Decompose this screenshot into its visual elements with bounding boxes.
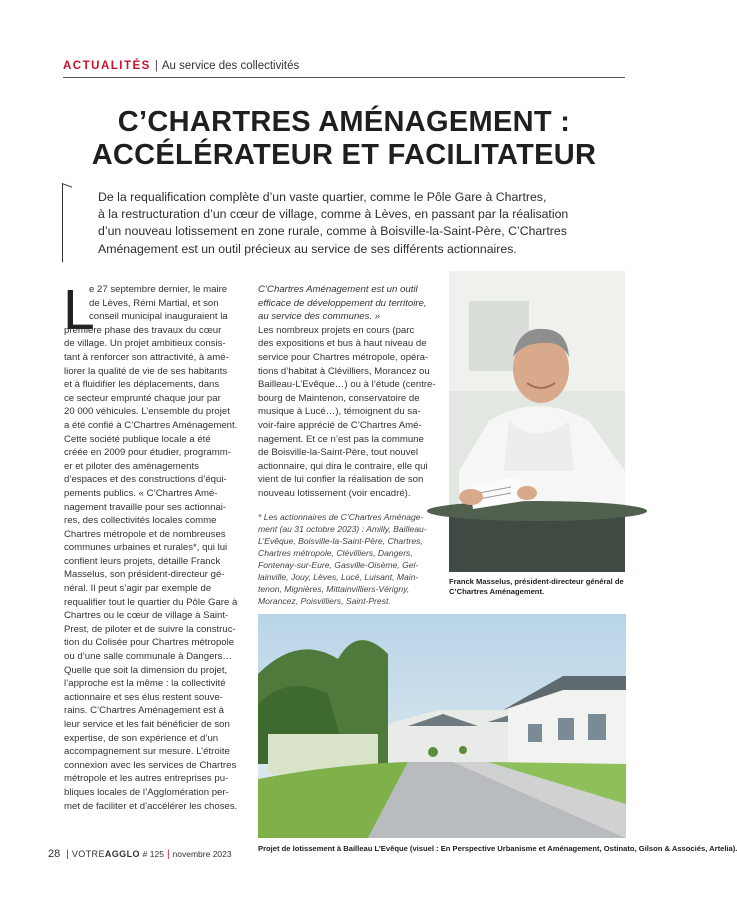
lead-line: Aménagement est un outil précieux au service de ses différents actionnaires. (98, 241, 517, 256)
footer-separator: | (66, 849, 69, 860)
body-line: tant à renforcer son attractivité, à amé- (64, 351, 229, 363)
body-line: métropole et les autres entreprises pu- (64, 773, 229, 785)
lead-line: à la restructuration d’un cœur de village, comme à Lèves, en passant par la réalisation (98, 207, 569, 222)
footnote-line: * Les actionnaires de C’Chartres Aménage- (258, 511, 424, 522)
section-category: ACTUALITÉS (63, 60, 151, 72)
footnote-line: Chartres métropole, Clévilliers, Dangers, (258, 547, 413, 558)
body-line: rains. C’Chartres Aménagement est à (64, 705, 224, 717)
body-line: tions d’habitat à Clévilliers, Morancez ou (258, 365, 430, 377)
body-line: créée en 2009 pour étudier, programm- (64, 447, 231, 459)
body-line: d’espaces et des constructions d’équi- (64, 474, 227, 486)
body-line: Quelle que soit la dimension du projet, (64, 664, 228, 676)
body-line: connexion avec les services de Chartres (64, 759, 237, 771)
body-line: au service des communes. » (258, 311, 381, 323)
body-line: tion du Colisée pour Chartres métropole (64, 637, 235, 649)
magazine-brand: AGGLO (104, 849, 140, 859)
lead-line: De la requalification complète d’un vaste quartier, comme le Pôle Gare à Chartres, (98, 190, 547, 204)
body-line: de Boisville-la-Saint-Père, tout nouvel (258, 447, 418, 459)
page-number: 28 (48, 848, 61, 860)
body-line: leur service et les fait bénéficier de son (64, 719, 230, 730)
project-caption: Projet de lotissement à Bailleau L’Evêque (visuel : En Perspective Urbanisme et Aménagement, Ostinato, Gilson & Associés, Artelia). (258, 844, 737, 853)
footnote (258, 511, 438, 607)
body-line: conseil municipal inauguraient la (89, 311, 228, 323)
magazine-prefix: VOTRE (71, 849, 105, 859)
body-line: actionnaire et ses élus restent souve- (64, 691, 223, 703)
body-line: service pour Chartres métropole, opéra- (258, 351, 429, 363)
body-line: Cette société publique locale a été (64, 433, 211, 445)
lead-line: d’un nouveau lotissement en zone rurale, comme à Boisville-la-Saint-Père, C’Chartres (98, 224, 567, 239)
body-line: bourg de Maintenon, conservatoire de (258, 392, 420, 404)
body-column-1 (63, 278, 244, 813)
body-line: pements publics. « C’Chartres Amé- (64, 487, 218, 499)
housing-estate-illustration (258, 614, 626, 838)
footnote-line: L’Evêque, Boisville-la-Saint-Père, Chartres, (258, 535, 423, 546)
body-line: première phase des travaux du cœur (64, 324, 222, 336)
body-line: Masselus, son président-directeur gé- (64, 569, 225, 581)
footer-separator-2: | (166, 849, 170, 860)
article-title-line-2: ACCÉLÉRATEUR ET FACILITATEUR (91, 139, 597, 171)
chapo-bracket (62, 183, 72, 266)
body-line: néral. Il peut s’agir par exemple de (64, 583, 212, 595)
body-line: Chartres ou le cœur de village à Saint- (64, 610, 229, 622)
body-line: met de faciliter et d’accélérer les choses. (64, 800, 238, 812)
body-line: voir-faire apprécié de C’Chartres Amé- (258, 419, 422, 431)
issue-date: novembre 2023 (172, 849, 232, 859)
article-title-line-1: C’CHARTRES AMÉNAGEMENT : (117, 106, 571, 138)
body-line: res, des collectivités locales comme (64, 515, 217, 527)
body-line: a été confié à C’Chartres Aménagement. (64, 419, 238, 431)
body-line: liorer la qualité de vie de ses habitants (64, 365, 228, 377)
drop-cap: L (63, 278, 95, 342)
body-line: Bailleau-L’Evêque…) ou à l’étude (centre- (258, 379, 436, 391)
footnote-line: Fontenay-sur-Eure, Gasville-Oisème, Gel- (258, 559, 419, 570)
portrait-caption: Franck Masselus, président-directeur général de C’Chartres Aménagement. (449, 577, 624, 596)
body-line: des expositions et bus à haut niveau de (258, 338, 427, 350)
body-line: communes urbaines et rurales*, qui lui (64, 542, 228, 554)
issue-number: # 125 (142, 849, 164, 859)
section-rubric (63, 60, 299, 72)
magazine-name (72, 849, 140, 859)
body-line: nagement. Et ce n’est pas la commune (258, 433, 424, 445)
body-line: musique à Lucé…), témoignent du sa- (258, 406, 421, 418)
header-rule (63, 77, 625, 78)
body-column-2 (258, 283, 438, 607)
article-title (63, 106, 625, 172)
article-lead (98, 189, 569, 258)
body-line: C’Chartres Aménagement est un outil (258, 284, 418, 295)
body-line: bliques locales de l’Agglomération per- (64, 786, 229, 798)
portrait-photo (449, 271, 625, 572)
section-subtitle: Au service des collectivités (161, 60, 300, 72)
body-line: Prest, de piloter et de suivre la construc- (64, 623, 236, 635)
body-line: efficace de développement du territoire, (258, 297, 427, 309)
footnote-line: ment (au 31 octobre 2023) : Amilly, Bailleau- (258, 523, 427, 534)
portrait-illustration (449, 271, 625, 572)
body-line: 20 000 véhicules. L’ensemble du projet (64, 406, 230, 418)
body-line: Chartres métropole et de nombreuses (64, 528, 226, 540)
body-line: ce secteur emprunté chaque jour par (64, 392, 221, 404)
footnote-line: lainville, Jouy, Lèves, Lucé, Luisant, Main- (258, 571, 419, 582)
body-line: nouveau lotissement (voir encadré). (258, 487, 411, 499)
body-line: de village. Un projet ambitieux consis- (64, 338, 226, 350)
body-line: nagement travaille pour ses actionnai- (64, 501, 227, 513)
project-visual (258, 614, 626, 838)
body-line: er et piloter des aménagements (64, 460, 199, 472)
body-line: vient de lui confier la réalisation de son (258, 474, 424, 486)
body-line: requalifier tout le quartier du Pôle Gare à (64, 596, 238, 608)
body-line: accompagnement sur mesure. L’étroite (64, 746, 230, 758)
body-line: ou d’une salle communale à Dangers… (64, 651, 232, 663)
body-line: et à fluidifier les déplacements, dans (64, 379, 220, 391)
page-footer (48, 848, 232, 860)
rubric-separator: | (154, 60, 158, 72)
body-line: confient leurs projets, détaille Franck (64, 555, 221, 567)
body-line: de Lèves, Rémi Martial, et son (89, 297, 219, 309)
body-line: actionnaire, qui dira le contraire, elle qui (258, 460, 428, 472)
footnote-line: tenon, Mignières, Mittainvilliers-Vérigny, (258, 583, 410, 594)
body-line: expertise, de son expérience et d’un (64, 732, 219, 744)
body-line: l’approche est la même : la collectivité (64, 678, 226, 690)
body-line: Les nombreux projets en cours (parc (258, 324, 415, 336)
body-line: e 27 septembre dernier, le maire (89, 284, 228, 295)
footnote-line: Morancez, Poisvilliers, Saint-Prest. (258, 595, 391, 606)
